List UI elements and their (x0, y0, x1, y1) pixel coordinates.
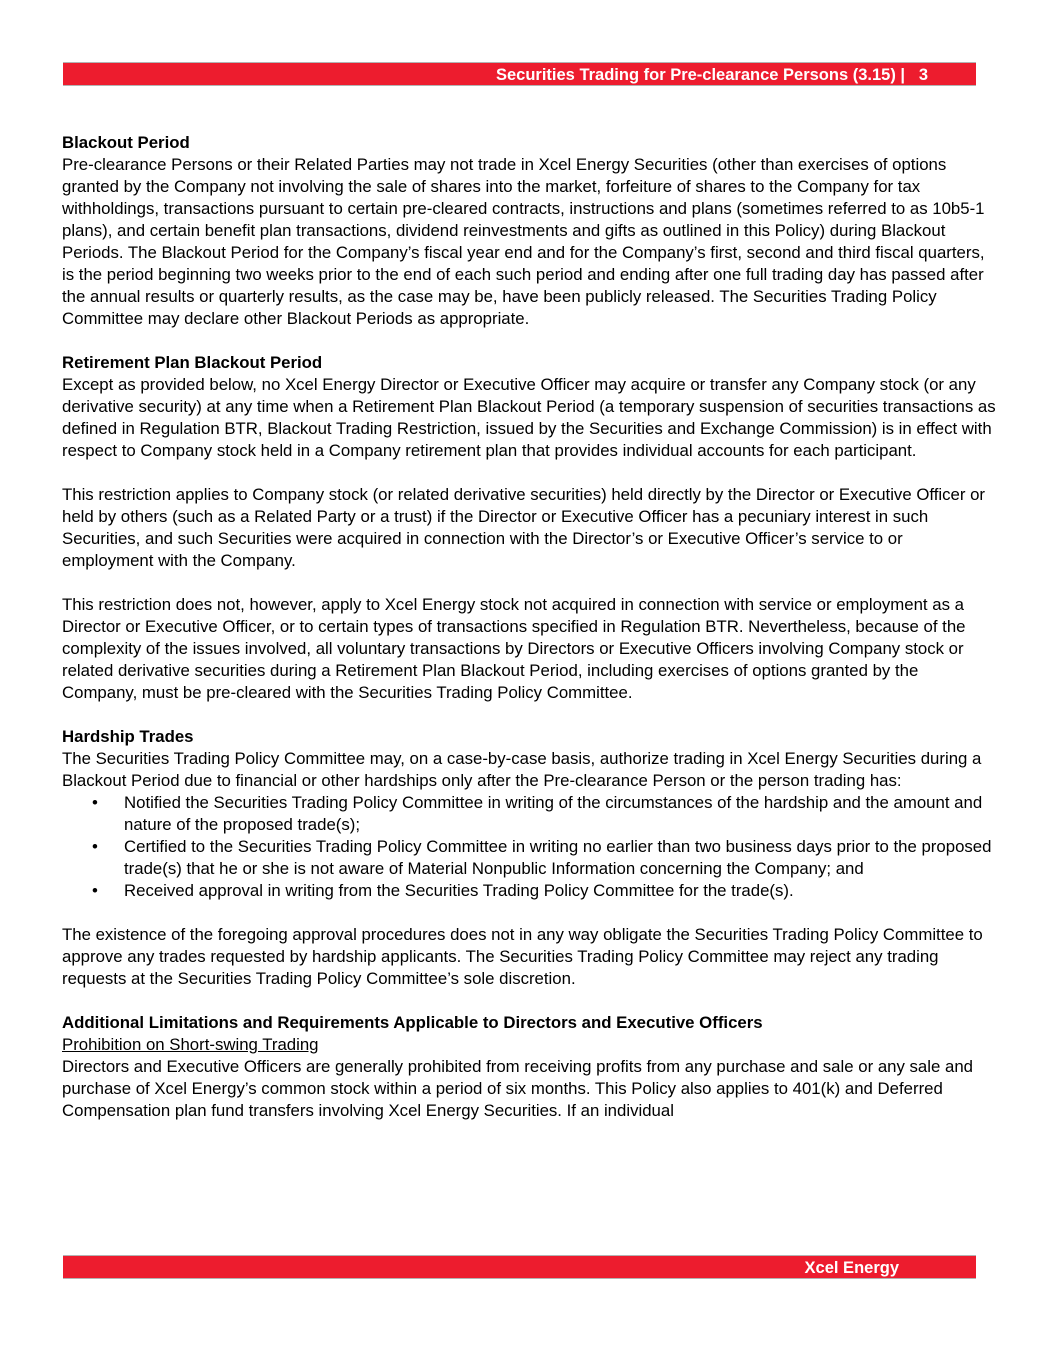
bullet-icon: • (92, 793, 98, 812)
page-number: 3 (918, 66, 928, 84)
footer-band (63, 1255, 976, 1279)
section-heading-retirement: Retirement Plan Blackout Period (62, 353, 323, 372)
section-heading-blackout: Blackout Period (62, 133, 190, 152)
list-item (62, 880, 997, 902)
subheading-short-swing: Prohibition on Short-swing Trading (62, 1035, 319, 1054)
header-separator: | (900, 66, 906, 84)
paragraph-retirement-2: This restriction applies to Company stock (or related derivative securities) held directly by the Director or Executive Officer or held by others (such as a Related Party or a trust) if the Director or Executive Officer has a pecuniary interest in such Securities, and such Securities were acquired in connection with the Director’s or Executive Officer’s service to or employment with the Company. (62, 485, 986, 570)
paragraph-short-swing: Directors and Executive Officers are generally prohibited from receiving profits from any purchase and sale or any sale and purchase of Xcel Energy’s common stock within a period of six months. This Policy also applies to 401(k) and Deferred Compensation plan fund transfers involving Xcel Energy Securities. If an individual (62, 1057, 973, 1120)
list-item-text: Received approval in writing from the Securities Trading Policy Committee for the trade(s). (124, 881, 794, 900)
list-item-text: Notified the Securities Trading Policy Committee in writing of the circumstances of the hardship and the amount and nature of the proposed trade(s); (124, 793, 983, 834)
paragraph-retirement-1: Except as provided below, no Xcel Energy Director or Executive Officer may acquire or transfer any Company stock (or any derivative security) at any time when a Retirement Plan Blackout Period (a temporary suspension of securities transactions as defined in Regulation BTR, Blackout Trading Restriction, issued by the Securities and Exchange Commission) is in effect with respect to Company stock held in a Company retirement plan that provides individual accounts for each participant. (62, 375, 996, 460)
bullet-icon: • (92, 881, 98, 900)
hardship-bullet-list (62, 792, 997, 902)
footer-company: Xcel Energy (804, 1259, 899, 1277)
paragraph-blackout: Pre-clearance Persons or their Related Parties may not trade in Xcel Energy Securities (other than exercises of options granted by the Company not involving the sale of shares into the market, forfeiture of shares to the Company for tax withholdings, transactions pursuant to certain pre-cleared contracts, instructions and plans (sometimes referred to as 10b5-1 plans), and certain benefit plan transactions, dividend reinvestments and gifts as outlined in this Policy) during Blackout Periods. The Blackout Period for the Company’s fiscal year end and for the Company’s first, second and third fiscal quarters, is the period beginning two weeks prior to the end of each such period and ending after one full trading day has passed after the annual results or quarterly results, as the case may be, have been publicly released. The Securities Trading Policy Committee may declare other Blackout Periods as appropriate. (62, 155, 985, 328)
section-heading-additional: Additional Limitations and Requirements Applicable to Directors and Executive Officers (62, 1013, 763, 1032)
paragraph-hardship-intro: The Securities Trading Policy Committee may, on a case-by-case basis, authorize trading in Xcel Energy Securities during a Blackout Period due to financial or other hardships only after the Pre-clearance Person or the person trading has: (62, 749, 982, 790)
header-band (63, 62, 976, 86)
section-heading-hardship: Hardship Trades (62, 727, 194, 746)
bullet-icon: • (92, 837, 98, 856)
list-item (62, 792, 997, 836)
header-text (496, 63, 928, 87)
list-item (62, 836, 997, 880)
paragraph-hardship-closing: The existence of the foregoing approval procedures does not in any way obligate the Securities Trading Policy Committee to approve any trades requested by hardship applicants. The Securities Trading Policy Committee may reject any trading requests at the Securities Trading Policy Committee’s sole discretion. (62, 925, 983, 988)
document-body (62, 132, 997, 1122)
paragraph-retirement-3: This restriction does not, however, apply to Xcel Energy stock not acquired in connection with service or employment as a Director or Executive Officer, or to certain types of transactions specified in Regulation BTR. Nevertheless, because of the complexity of the issues involved, all voluntary transactions by Directors or Executive Officers involving Company stock or related derivative securities during a Retirement Plan Blackout Period, including exercises of options granted by the Company, must be pre-cleared with the Securities Trading Policy Committee. (62, 595, 966, 702)
list-item-text: Certified to the Securities Trading Policy Committee in writing no earlier than two business days prior to the proposed trade(s) that he or she is not aware of Material Nonpublic Information concerning the Company; and (124, 837, 992, 878)
header-title: Securities Trading for Pre-clearance Persons (3.15) (495, 66, 896, 84)
